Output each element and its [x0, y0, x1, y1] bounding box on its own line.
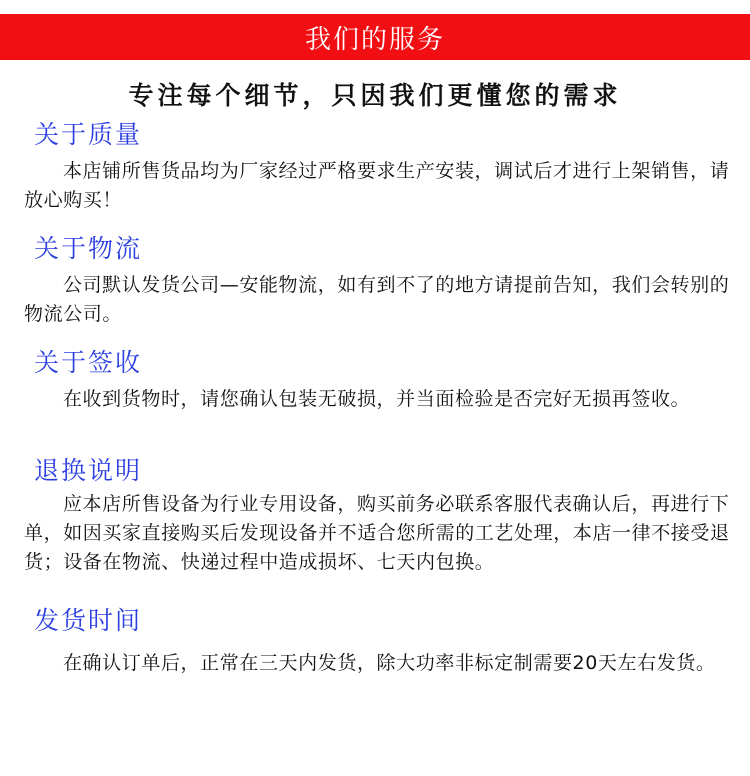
section-heading-returns: 退换说明 [34, 456, 143, 485]
section-body-returns: 应本店所售设备为行业专用设备，购买前务必联系客服代表确认后，再进行下单，如因买家直接购买后发现设备并不适合您所需的工艺处理，本店一律不接受退货；设备在物流、快递过程中造成损坏、七天内包换。 [24, 493, 730, 573]
section-shipping [0, 604, 750, 678]
banner-title: 我们的服务 [304, 24, 445, 55]
section-heading-logistics: 关于物流 [34, 234, 143, 263]
section-body-shipping: 在确认订单后，正常在三天内发货，除大功率非标定制需要20天左右发货。 [62, 652, 716, 674]
section-returns [0, 454, 750, 577]
section-body-signing: 在收到货物时，请您确认包装无破损，并当面检验是否完好无损再签收。 [62, 388, 691, 410]
section-signing [0, 346, 750, 414]
section-quality [0, 118, 750, 215]
header-banner [0, 14, 750, 60]
section-heading-quality: 关于质量 [34, 120, 143, 149]
section-body-quality: 本店铺所售货品均为厂家经过严格要求生产安装，调试后才进行上架销售，请放心购买！ [24, 160, 730, 211]
slogan: 专注每个细节，只因我们更懂您的需求 [128, 81, 622, 110]
section-heading-shipping: 发货时间 [34, 606, 143, 635]
section-body-logistics: 公司默认发货公司—安能物流，如有到不了的地方请提前告知，我们会转别的物流公司。 [24, 274, 730, 325]
section-heading-signing: 关于签收 [34, 348, 143, 377]
section-logistics [0, 232, 750, 329]
